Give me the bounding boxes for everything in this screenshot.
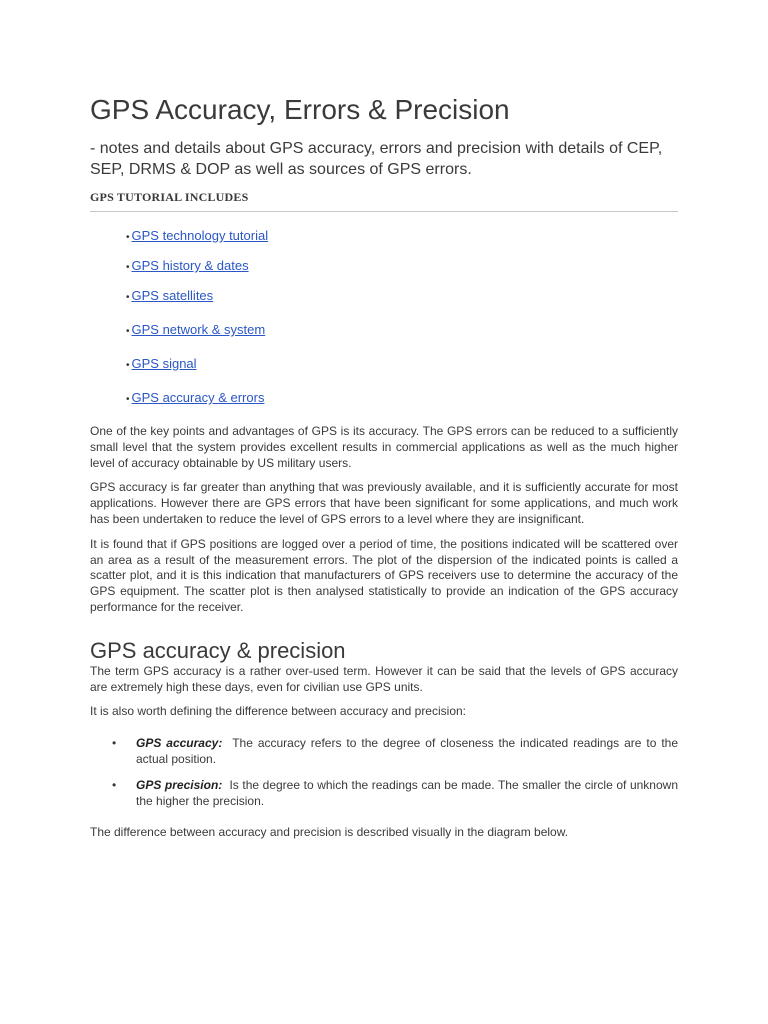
definition-list [90, 736, 678, 809]
bullet-icon: • [126, 232, 130, 243]
link-gps-signal[interactable]: GPS signal [131, 356, 197, 371]
list-item [126, 356, 678, 374]
list-item [126, 322, 678, 340]
tutorial-section-label: GPS TUTORIAL INCLUDES [90, 190, 678, 212]
paragraph-accuracy-overview: GPS accuracy is far greater than anything that was previously available, and it is sufficiently accurate for most applications. However there are GPS errors that have been significant for some applications, and much work has been undertaken to reduce the level of GPS errors to a level where they are insignificant. [90, 480, 678, 526]
definition-item-precision [90, 778, 678, 810]
link-gps-history-dates[interactable]: GPS history & dates [131, 258, 249, 273]
tutorial-link-list [90, 228, 678, 408]
definition-text: The accuracy refers to the degree of closeness the indicated readings are to the actual position. [136, 736, 679, 766]
bullet-icon: • [126, 292, 130, 303]
article-content [90, 0, 678, 850]
paragraph-define-difference: It is also worth defining the difference between accuracy and precision: [90, 704, 466, 719]
link-gps-technology-tutorial[interactable]: GPS technology tutorial [131, 228, 269, 243]
list-item [126, 258, 678, 276]
list-item [126, 288, 678, 306]
link-gps-accuracy-errors[interactable]: GPS accuracy & errors [131, 390, 265, 405]
paragraph-intro: One of the key points and advantages of GPS is its accuracy. The GPS errors can be reduced to a sufficiently small level that the system provides excellent results in commercial applications as well as the much higher level of accuracy obtainable by US military users. [90, 424, 678, 470]
page-subtitle: - notes and details about GPS accuracy, errors and precision with details of CEP, SEP, DRMS & DOP as well as sources of GPS errors. [90, 140, 663, 178]
definition-term: GPS precision: [136, 777, 223, 792]
definition-term: GPS accuracy: [136, 736, 223, 751]
definition-text: Is the degree to which the readings can be made. The smaller the circle of unknown the higher the precision. [136, 777, 678, 808]
definition-item-accuracy [90, 736, 678, 768]
paragraph-diagram-note: The difference between accuracy and precision is described visually in the diagram below. [90, 825, 569, 840]
link-gps-network-system[interactable]: GPS network & system [131, 322, 266, 337]
bullet-icon: • [126, 262, 130, 273]
bullet-icon: • [126, 360, 130, 371]
page-title: GPS Accuracy, Errors & Precision [90, 94, 510, 125]
section-heading-accuracy-precision: GPS accuracy & precision [90, 637, 346, 663]
bullet-icon: • [126, 394, 130, 405]
bullet-icon: • [112, 736, 117, 751]
link-gps-satellites[interactable]: GPS satellites [131, 288, 214, 303]
paragraph-term-accuracy: The term GPS accuracy is a rather over-used term. However it can be said that the levels of GPS accuracy are extremely high these days, even for civilian use GPS units. [90, 663, 678, 694]
list-item [126, 390, 678, 408]
bullet-icon: • [126, 326, 130, 337]
paragraph-scatter-plot: It is found that if GPS positions are logged over a period of time, the positions indicated will be scattered over an area as a result of the measurement errors. The plot of the dispersion of the indicated points is called a scatter plot, and it is this indication that manufacturers of GPS receivers use to determine the accuracy of the GPS equipment. The scatter plot is then analysed statistically to provide an indication of the GPS accuracy performance for the receiver. [90, 536, 678, 614]
bullet-icon: • [112, 777, 117, 792]
list-item [126, 228, 678, 246]
